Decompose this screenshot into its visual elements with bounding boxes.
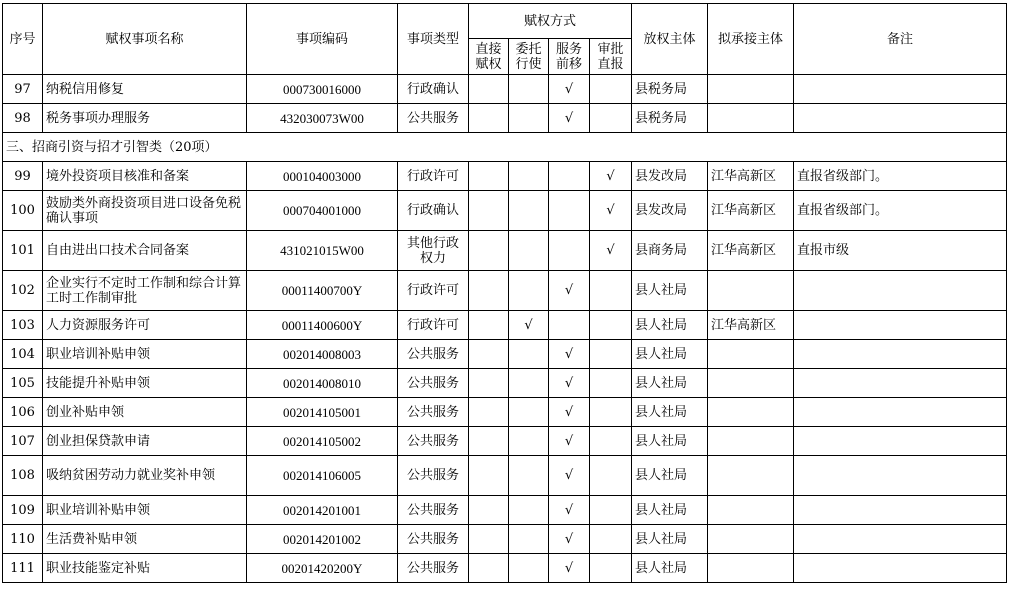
row-method-service: √ xyxy=(549,369,590,398)
row-type: 公共服务 xyxy=(398,427,469,456)
row-name: 职业培训补贴申领 xyxy=(43,340,247,369)
row-method-direct xyxy=(469,311,509,340)
row-method-direct xyxy=(469,191,509,231)
row-grant: 县人社局 xyxy=(632,271,708,311)
row-method-entrust: √ xyxy=(509,311,549,340)
table-body-b xyxy=(3,162,1007,583)
row-name: 技能提升补贴申领 xyxy=(43,369,247,398)
row-method-report xyxy=(590,398,632,427)
row-method-direct xyxy=(469,162,509,191)
row-method-report xyxy=(590,496,632,525)
row-method-service: √ xyxy=(549,456,590,496)
row-grant: 县发改局 xyxy=(632,191,708,231)
row-note xyxy=(794,369,1007,398)
header-method-entrust: 委托行使 xyxy=(509,39,549,75)
table-row xyxy=(3,75,1007,104)
row-note xyxy=(794,271,1007,311)
row-method-direct xyxy=(469,554,509,583)
row-method-direct xyxy=(469,271,509,311)
row-method-report xyxy=(590,554,632,583)
row-method-entrust xyxy=(509,554,549,583)
row-seq: 98 xyxy=(3,104,43,133)
row-code: 002014105001 xyxy=(247,398,398,427)
row-note xyxy=(794,311,1007,340)
row-method-report: √ xyxy=(590,162,632,191)
row-receiver xyxy=(708,271,794,311)
row-receiver: 江华高新区 xyxy=(708,191,794,231)
table-row xyxy=(3,191,1007,231)
row-code: 000730016000 xyxy=(247,75,398,104)
row-grant: 县人社局 xyxy=(632,456,708,496)
row-note xyxy=(794,496,1007,525)
row-method-report xyxy=(590,271,632,311)
row-note xyxy=(794,427,1007,456)
table-row xyxy=(3,311,1007,340)
row-receiver xyxy=(708,456,794,496)
row-note xyxy=(794,398,1007,427)
row-method-entrust xyxy=(509,104,549,133)
row-name: 自由进出口技术合同备案 xyxy=(43,231,247,271)
header-type: 事项类型 xyxy=(398,4,469,75)
row-note: 直报市级 xyxy=(794,231,1007,271)
row-method-service xyxy=(549,191,590,231)
row-grant: 县人社局 xyxy=(632,427,708,456)
table-body-a xyxy=(3,75,1007,133)
row-name: 职业培训补贴申领 xyxy=(43,496,247,525)
row-name: 人力资源服务许可 xyxy=(43,311,247,340)
row-method-entrust xyxy=(509,271,549,311)
row-method-entrust xyxy=(509,398,549,427)
row-method-report: √ xyxy=(590,231,632,271)
row-code: 431021015W00 xyxy=(247,231,398,271)
row-method-service: √ xyxy=(549,496,590,525)
row-grant: 县人社局 xyxy=(632,398,708,427)
row-code: 00011400600Y xyxy=(247,311,398,340)
row-code: 432030073W00 xyxy=(247,104,398,133)
row-method-service: √ xyxy=(549,340,590,369)
row-method-entrust xyxy=(509,525,549,554)
row-name: 创业补贴申领 xyxy=(43,398,247,427)
row-note xyxy=(794,75,1007,104)
row-receiver: 江华高新区 xyxy=(708,311,794,340)
row-receiver xyxy=(708,398,794,427)
row-seq: 109 xyxy=(3,496,43,525)
header-method-service: 服务前移 xyxy=(549,39,590,75)
row-method-report xyxy=(590,427,632,456)
row-name: 吸纳贫困劳动力就业奖补申领 xyxy=(43,456,247,496)
row-method-direct xyxy=(469,398,509,427)
row-note xyxy=(794,554,1007,583)
row-receiver xyxy=(708,525,794,554)
row-seq: 104 xyxy=(3,340,43,369)
row-method-direct xyxy=(469,369,509,398)
row-code: 000704001000 xyxy=(247,191,398,231)
row-method-service: √ xyxy=(549,104,590,133)
row-type: 行政确认 xyxy=(398,191,469,231)
section-row-group xyxy=(3,133,1007,162)
row-seq: 103 xyxy=(3,311,43,340)
row-method-direct xyxy=(469,456,509,496)
row-receiver xyxy=(708,427,794,456)
row-seq: 101 xyxy=(3,231,43,271)
row-note: 直报省级部门。 xyxy=(794,191,1007,231)
row-method-entrust xyxy=(509,496,549,525)
row-note xyxy=(794,104,1007,133)
row-type: 公共服务 xyxy=(398,369,469,398)
row-method-service xyxy=(549,231,590,271)
table-row xyxy=(3,271,1007,311)
row-method-service: √ xyxy=(549,75,590,104)
row-note xyxy=(794,525,1007,554)
table-row xyxy=(3,369,1007,398)
row-type: 公共服务 xyxy=(398,496,469,525)
row-grant: 县人社局 xyxy=(632,525,708,554)
row-note xyxy=(794,340,1007,369)
row-type: 行政许可 xyxy=(398,311,469,340)
row-method-report xyxy=(590,340,632,369)
header-grant: 放权主体 xyxy=(632,4,708,75)
table-row xyxy=(3,427,1007,456)
row-method-service: √ xyxy=(549,427,590,456)
header-code: 事项编码 xyxy=(247,4,398,75)
row-type: 行政确认 xyxy=(398,75,469,104)
row-method-direct xyxy=(469,231,509,271)
row-type: 公共服务 xyxy=(398,398,469,427)
row-grant: 县人社局 xyxy=(632,496,708,525)
row-method-report xyxy=(590,104,632,133)
row-receiver xyxy=(708,554,794,583)
row-method-service xyxy=(549,162,590,191)
row-method-entrust xyxy=(509,191,549,231)
row-code: 002014106005 xyxy=(247,456,398,496)
row-seq: 99 xyxy=(3,162,43,191)
row-method-direct xyxy=(469,525,509,554)
section-title: 三、招商引资与招才引智类（20项） xyxy=(3,133,1007,162)
table-row xyxy=(3,340,1007,369)
row-method-report xyxy=(590,311,632,340)
row-code: 00201420200Y xyxy=(247,554,398,583)
header-seq: 序号 xyxy=(3,4,43,75)
row-seq: 97 xyxy=(3,75,43,104)
row-grant: 县税务局 xyxy=(632,75,708,104)
row-code: 002014201002 xyxy=(247,525,398,554)
table-row xyxy=(3,104,1007,133)
row-method-entrust xyxy=(509,231,549,271)
row-seq: 108 xyxy=(3,456,43,496)
row-method-report xyxy=(590,369,632,398)
row-method-direct xyxy=(469,75,509,104)
row-type: 公共服务 xyxy=(398,340,469,369)
row-grant: 县商务局 xyxy=(632,231,708,271)
table-row xyxy=(3,554,1007,583)
row-name: 鼓励类外商投资项目进口设备免税确认事项 xyxy=(43,191,247,231)
row-seq: 102 xyxy=(3,271,43,311)
table-row xyxy=(3,496,1007,525)
header-method: 赋权方式 xyxy=(469,4,632,39)
row-grant: 县人社局 xyxy=(632,311,708,340)
row-method-report xyxy=(590,75,632,104)
row-seq: 110 xyxy=(3,525,43,554)
row-seq: 105 xyxy=(3,369,43,398)
row-receiver xyxy=(708,496,794,525)
row-name: 职业技能鉴定补贴 xyxy=(43,554,247,583)
header-receiver: 拟承接主体 xyxy=(708,4,794,75)
row-note xyxy=(794,456,1007,496)
row-seq: 100 xyxy=(3,191,43,231)
row-grant: 县人社局 xyxy=(632,554,708,583)
row-code: 002014008010 xyxy=(247,369,398,398)
row-method-entrust xyxy=(509,340,549,369)
row-type: 公共服务 xyxy=(398,456,469,496)
row-method-report xyxy=(590,456,632,496)
row-method-entrust xyxy=(509,427,549,456)
row-name: 创业担保贷款申请 xyxy=(43,427,247,456)
row-method-direct xyxy=(469,427,509,456)
row-seq: 106 xyxy=(3,398,43,427)
header-method-direct: 直接赋权 xyxy=(469,39,509,75)
row-method-service: √ xyxy=(549,271,590,311)
row-code: 00011400700Y xyxy=(247,271,398,311)
row-type: 公共服务 xyxy=(398,104,469,133)
table-row xyxy=(3,398,1007,427)
row-code: 000104003000 xyxy=(247,162,398,191)
table-row xyxy=(3,162,1007,191)
row-method-direct xyxy=(469,496,509,525)
row-type: 公共服务 xyxy=(398,554,469,583)
row-code: 002014201001 xyxy=(247,496,398,525)
row-method-direct xyxy=(469,340,509,369)
row-code: 002014008003 xyxy=(247,340,398,369)
table-row xyxy=(3,456,1007,496)
row-note: 直报省级部门。 xyxy=(794,162,1007,191)
table-header xyxy=(3,4,1007,75)
empowerment-table xyxy=(2,3,1007,583)
row-type: 公共服务 xyxy=(398,525,469,554)
header-method-report: 审批直报 xyxy=(590,39,632,75)
row-seq: 111 xyxy=(3,554,43,583)
row-grant: 县发改局 xyxy=(632,162,708,191)
table-row xyxy=(3,525,1007,554)
row-grant: 县人社局 xyxy=(632,340,708,369)
row-grant: 县人社局 xyxy=(632,369,708,398)
row-name: 税务事项办理服务 xyxy=(43,104,247,133)
row-method-service: √ xyxy=(549,525,590,554)
row-receiver xyxy=(708,104,794,133)
row-method-report: √ xyxy=(590,191,632,231)
row-grant: 县税务局 xyxy=(632,104,708,133)
row-name: 境外投资项目核准和备案 xyxy=(43,162,247,191)
row-type: 行政许可 xyxy=(398,162,469,191)
row-name: 纳税信用修复 xyxy=(43,75,247,104)
row-code: 002014105002 xyxy=(247,427,398,456)
row-name: 企业实行不定时工作制和综合计算工时工作制审批 xyxy=(43,271,247,311)
header-name: 赋权事项名称 xyxy=(43,4,247,75)
row-method-entrust xyxy=(509,75,549,104)
row-method-entrust xyxy=(509,369,549,398)
row-type: 行政许可 xyxy=(398,271,469,311)
row-receiver xyxy=(708,340,794,369)
header-note: 备注 xyxy=(794,4,1007,75)
table-row xyxy=(3,231,1007,271)
row-method-service: √ xyxy=(549,398,590,427)
row-method-entrust xyxy=(509,162,549,191)
row-receiver: 江华高新区 xyxy=(708,231,794,271)
row-receiver xyxy=(708,75,794,104)
row-method-service: √ xyxy=(549,554,590,583)
row-receiver: 江华高新区 xyxy=(708,162,794,191)
row-method-direct xyxy=(469,104,509,133)
row-receiver xyxy=(708,369,794,398)
row-type: 其他行政权力 xyxy=(398,231,469,271)
row-method-report xyxy=(590,525,632,554)
row-method-entrust xyxy=(509,456,549,496)
row-seq: 107 xyxy=(3,427,43,456)
row-method-service xyxy=(549,311,590,340)
row-name: 生活费补贴申领 xyxy=(43,525,247,554)
